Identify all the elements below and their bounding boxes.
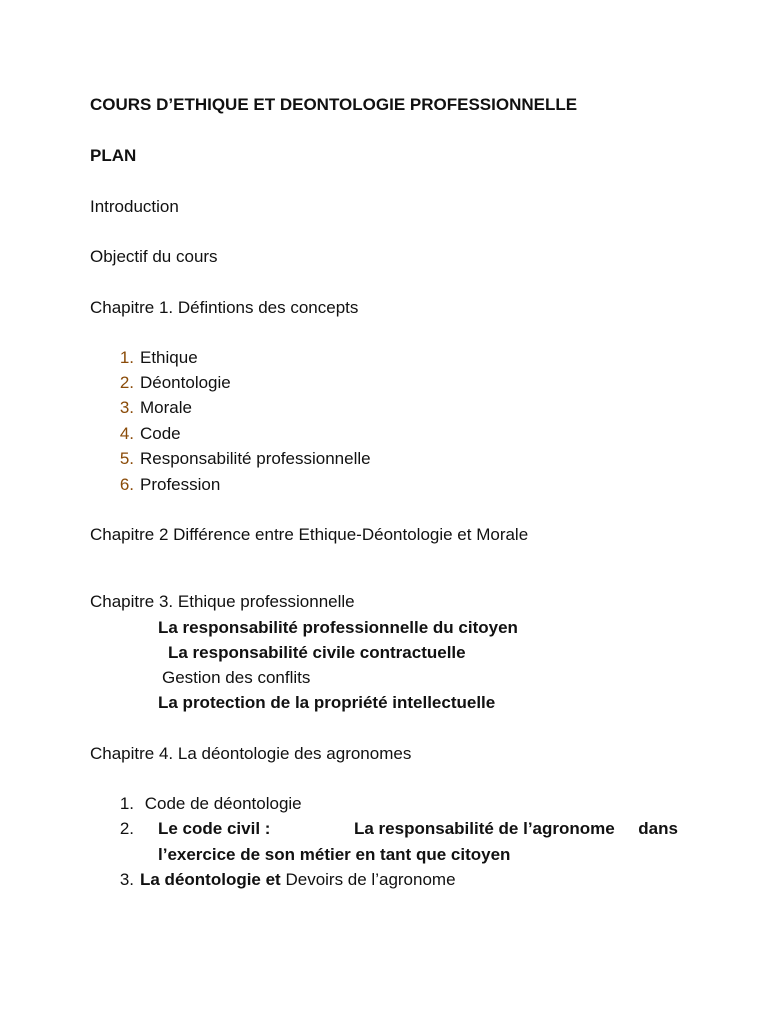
introduction-line: Introduction [90, 197, 179, 216]
list-number: 3. [119, 398, 134, 417]
list-number: 2. [119, 819, 134, 838]
list-number: 1. [119, 794, 134, 813]
list-number: 4. [119, 424, 134, 443]
list-text: Déontologie [140, 373, 231, 392]
list-text-part: La responsabilité de l’agronome [354, 819, 615, 838]
chapter4-item-2-line2: l’exercice de son métier en tant que citoyen [158, 845, 511, 864]
chapter4-item [110, 869, 456, 891]
list-number: 1. [119, 348, 134, 367]
list-number: 6. [119, 475, 134, 494]
list-text: Code [140, 424, 181, 443]
chapter1-item [110, 448, 371, 470]
chapter1-heading: Chapitre 1. Défintions des concepts [90, 298, 359, 317]
chapter2-heading: Chapitre 2 Différence entre Ethique-Déontologie et Morale [90, 525, 529, 544]
list-number: 3. [119, 870, 134, 889]
chapter4-item-number [110, 818, 134, 840]
list-number: 5. [119, 449, 134, 468]
chapter4-item-2-line1 [158, 818, 678, 840]
chapter1-item [110, 347, 198, 369]
chapter4-item [110, 793, 302, 815]
document-title: COURS D’ETHIQUE ET DEONTOLOGIE PROFESSIONNELLE [90, 95, 578, 114]
list-text: Responsabilité professionnelle [140, 449, 371, 468]
list-text-part: Le code civil : [158, 819, 271, 838]
list-text: Code de déontologie [140, 794, 302, 813]
list-text: Devoirs de l’agronome [280, 870, 456, 889]
chapter3-subsection: La responsabilité civile contractuelle [168, 643, 466, 662]
list-text: Profession [140, 475, 221, 494]
objective-line: Objectif du cours [90, 247, 218, 266]
plan-heading: PLAN [90, 146, 137, 165]
list-number: 2. [119, 373, 134, 392]
chapter1-item [110, 474, 220, 496]
chapter1-item [110, 372, 231, 394]
list-text: Ethique [140, 348, 198, 367]
list-text-bold: La déontologie et [140, 870, 281, 889]
chapter4-heading: Chapitre 4. La déontologie des agronomes [90, 744, 412, 763]
list-text: Morale [140, 398, 192, 417]
chapter3-subsection: Gestion des conflits [162, 668, 311, 687]
list-text-part: dans [638, 819, 678, 838]
chapter1-item [110, 397, 192, 419]
chapter3-subsection: La protection de la propriété intellectuelle [158, 693, 496, 712]
chapter1-item [110, 423, 181, 445]
chapter3-heading: Chapitre 3. Ethique professionnelle [90, 592, 355, 611]
chapter3-subsection: La responsabilité professionnelle du citoyen [158, 618, 518, 637]
